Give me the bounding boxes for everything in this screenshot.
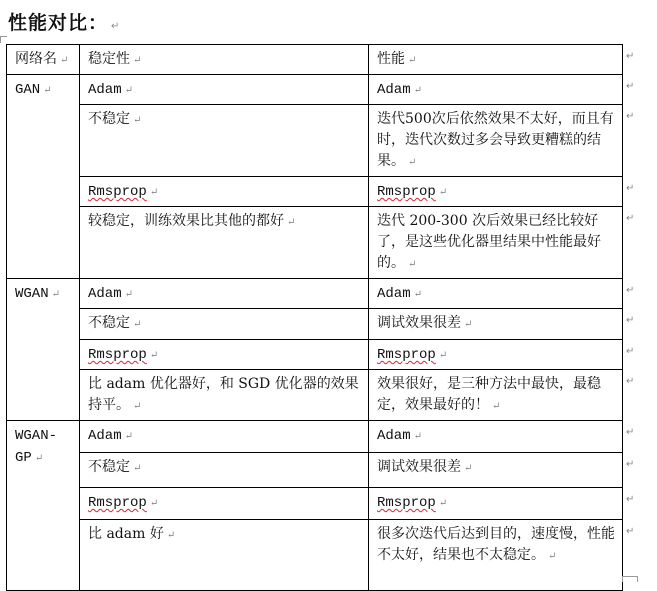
header-stability (80, 45, 369, 75)
stability-text: Adam (88, 82, 122, 98)
cell-mark-icon: ↵ (149, 498, 159, 509)
table-row (7, 453, 623, 488)
network-name: WGAN (15, 286, 49, 302)
stability-text: Rmsprop (88, 495, 147, 511)
performance-cell (369, 340, 623, 370)
header-network (7, 45, 80, 75)
cell-mark-icon: ↵ (408, 157, 417, 168)
cell-mark-icon: ↵ (413, 85, 422, 96)
cell-mark-icon: ↵ (124, 431, 133, 442)
performance-cell (369, 279, 623, 309)
performance-text: Rmsprop (377, 495, 436, 511)
table-row (7, 279, 623, 309)
performance-cell (369, 75, 623, 105)
comparison-table (6, 44, 623, 591)
table-row (7, 309, 623, 340)
stability-cell (80, 340, 369, 370)
row-end-mark-icon: ↵ (626, 80, 635, 92)
stability-text: Rmsprop (88, 347, 147, 363)
network-name: GAN (15, 82, 41, 98)
row-end-mark-icon: ↵ (626, 182, 635, 194)
performance-text: Adam (377, 428, 411, 444)
row-end-mark-icon: ↵ (626, 212, 635, 224)
row-end-mark-icon: ↵ (626, 110, 635, 122)
title-text: 性能对比： (8, 12, 109, 34)
cell-mark-icon: ↵ (548, 551, 557, 562)
performance-cell (369, 488, 623, 520)
row-end-mark-icon: ↵ (626, 525, 635, 537)
table-row (7, 488, 623, 520)
row-end-mark-icon: ↵ (626, 50, 635, 62)
row-end-mark-icon: ↵ (626, 458, 635, 470)
performance-cell (369, 421, 623, 453)
cell-mark-icon: ↵ (124, 289, 133, 300)
header-performance-label: 性能 (377, 51, 405, 67)
stability-cell (80, 520, 369, 591)
cell-mark-icon: ↵ (149, 187, 159, 198)
header-stability-label: 稳定性 (88, 51, 130, 67)
performance-text: 效果很好，是三种方法中最快，最稳定，效果最好的！ (377, 376, 601, 413)
cell-mark-icon: ↵ (413, 289, 422, 300)
cell-mark-icon: ↵ (438, 350, 448, 361)
performance-cell (369, 370, 623, 421)
stability-cell (80, 177, 369, 207)
performance-text: 调试效果很差 (377, 315, 461, 331)
cell-mark-icon: ↵ (60, 55, 69, 66)
stability-text: Rmsprop (88, 184, 147, 200)
performance-text: 迭代 200-300 次后效果已经比较好了，是这些优化器里结果中性能最好的。 (377, 213, 601, 271)
table-row (7, 105, 623, 177)
stability-cell (80, 105, 369, 177)
stability-text: 不稳定 (88, 111, 130, 127)
cell-mark-icon: ↵ (43, 85, 52, 96)
row-end-mark-icon: ↵ (626, 375, 635, 387)
network-name-cell (7, 75, 80, 279)
network-name-cell (7, 421, 80, 591)
performance-cell (369, 309, 623, 340)
table-resize-handle-icon[interactable] (622, 576, 638, 582)
stability-text: Adam (88, 428, 122, 444)
network-name-cell (7, 279, 80, 421)
table-row (7, 340, 623, 370)
stability-text: Adam (88, 286, 122, 302)
cell-mark-icon: ↵ (464, 463, 473, 474)
stability-cell (80, 309, 369, 340)
stability-text: 比 adam 优化器好，和 SGD 优化器的效果持平。 (88, 376, 359, 413)
table-row (7, 520, 623, 591)
cell-mark-icon: ↵ (413, 431, 422, 442)
performance-cell (369, 520, 623, 591)
cell-mark-icon: ↵ (51, 289, 60, 300)
row-end-mark-icon: ↵ (626, 345, 635, 357)
performance-text: Rmsprop (377, 347, 436, 363)
performance-cell (369, 177, 623, 207)
page-title (8, 8, 120, 35)
cell-mark-icon: ↵ (133, 55, 142, 66)
performance-text: 很多次迭代后达到目的，速度慢，性能不太好，结果也不太稳定。 (377, 526, 615, 563)
performance-text: 调试效果很差 (377, 459, 461, 475)
network-name: WGAN-GP (15, 428, 58, 466)
header-performance (369, 45, 623, 75)
cell-mark-icon: ↵ (408, 55, 417, 66)
table-move-handle-icon[interactable] (0, 36, 7, 43)
cell-mark-icon: ↵ (166, 530, 176, 541)
stability-cell (80, 75, 369, 105)
stability-cell (80, 279, 369, 309)
cell-mark-icon: ↵ (149, 350, 159, 361)
performance-cell (369, 453, 623, 488)
stability-text: 不稳定 (88, 315, 130, 331)
cell-mark-icon: ↵ (438, 498, 448, 509)
header-row (7, 45, 623, 75)
table-row (7, 370, 623, 421)
cell-mark-icon: ↵ (133, 463, 142, 474)
cell-mark-icon: ↵ (133, 115, 142, 126)
cell-mark-icon: ↵ (464, 319, 473, 330)
cell-mark-icon: ↵ (287, 217, 296, 228)
table-row (7, 177, 623, 207)
performance-text: Adam (377, 82, 411, 98)
table-row (7, 421, 623, 453)
cell-mark-icon: ↵ (34, 453, 44, 464)
performance-text: Rmsprop (377, 184, 436, 200)
cell-mark-icon: ↵ (133, 319, 142, 330)
stability-cell (80, 453, 369, 488)
stability-text: 比 adam 好 (88, 526, 164, 542)
paragraph-mark-icon: ↵ (111, 21, 121, 32)
cell-mark-icon: ↵ (124, 85, 133, 96)
cell-mark-icon: ↵ (408, 259, 417, 270)
stability-text: 较稳定，训练效果比其他的都好 (88, 213, 284, 229)
performance-text: Adam (377, 286, 411, 302)
row-end-mark-icon: ↵ (626, 426, 635, 438)
performance-text: 迭代500次后依然效果不太好，而且有时，迭代次数过多会导致更糟糕的结果。 (377, 111, 614, 169)
stability-text: 不稳定 (88, 459, 130, 475)
cell-mark-icon: ↵ (133, 401, 142, 412)
table-row (7, 75, 623, 105)
stability-cell (80, 370, 369, 421)
table-row (7, 207, 623, 279)
cell-mark-icon: ↵ (438, 187, 448, 198)
stability-cell (80, 421, 369, 453)
cell-mark-icon: ↵ (492, 401, 501, 412)
stability-cell (80, 488, 369, 520)
header-network-label: 网络名 (15, 51, 57, 67)
performance-cell (369, 105, 623, 177)
row-end-mark-icon: ↵ (626, 314, 635, 326)
row-end-mark-icon: ↵ (626, 493, 635, 505)
row-end-mark-icon: ↵ (626, 284, 635, 296)
stability-cell (80, 207, 369, 279)
performance-cell (369, 207, 623, 279)
